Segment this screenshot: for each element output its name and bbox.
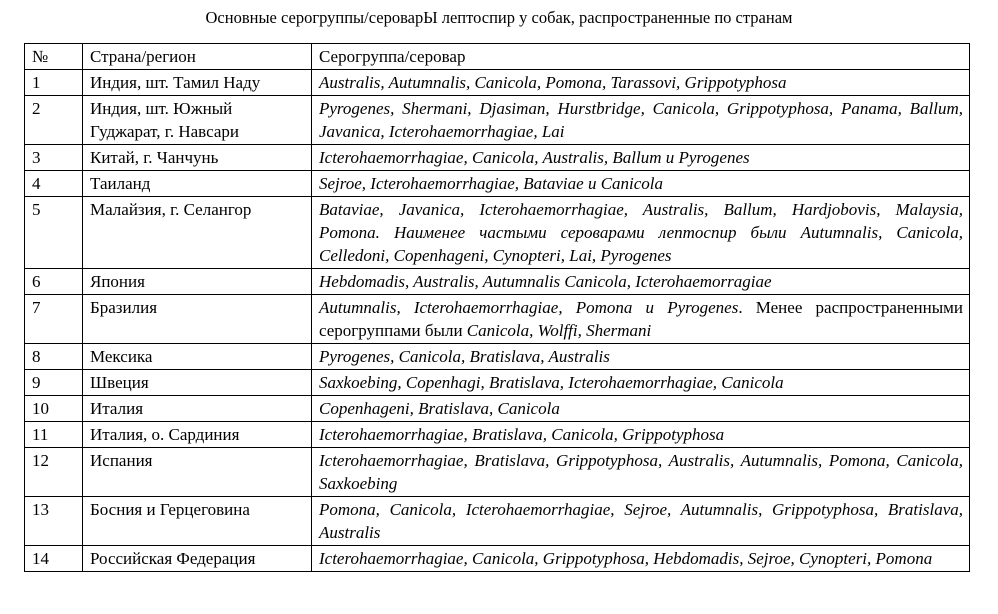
row-number: 14 — [25, 546, 83, 572]
table-row — [25, 145, 970, 171]
row-number: 9 — [25, 370, 83, 396]
row-serogroups — [312, 370, 970, 396]
serogroup-text: Australis, Autumnalis, Canicola, Pomona, Tarassovi, Grippotyphosa — [319, 73, 787, 92]
row-country: Италия, о. Сардиния — [83, 422, 312, 448]
row-country: Швеция — [83, 370, 312, 396]
serogroup-text: Icterohaemorrhagiae, Bratislava, Grippotyphosa, Australis, Autumnalis, Pomona, Canicola, Saxkoebing — [319, 451, 963, 493]
row-number: 4 — [25, 171, 83, 197]
row-country: Босния и Герцеговина — [83, 497, 312, 546]
row-serogroups — [312, 70, 970, 96]
serogroup-text: Icterohaemorrhagiae, Canicola, Australis, Ballum и Pyrogenes — [319, 148, 750, 167]
row-number: 10 — [25, 396, 83, 422]
serogroup-text: Pyrogenes, Shermani, Djasiman, Hurstbridge, Canicola, Grippotyphosa, Panama, Ballum, Javanica, Icterohaemorrhagiae, Lai — [319, 99, 963, 141]
row-number: 12 — [25, 448, 83, 497]
row-serogroups — [312, 344, 970, 370]
table-row — [25, 70, 970, 96]
serogroup-text: Hebdomadis, Australis, Autumnalis Canicola, Icterohaemorragiae — [319, 272, 772, 291]
serogroup-text: . Менее распространенными серогруппами были — [319, 298, 963, 340]
row-serogroups — [312, 171, 970, 197]
row-serogroups — [312, 422, 970, 448]
row-country: Италия — [83, 396, 312, 422]
table-row — [25, 370, 970, 396]
row-country: Китай, г. Чанчунь — [83, 145, 312, 171]
row-country: Мексика — [83, 344, 312, 370]
row-number: 2 — [25, 96, 83, 145]
row-serogroups — [312, 96, 970, 145]
row-country: Российская Федерация — [83, 546, 312, 572]
table-row — [25, 497, 970, 546]
table-title: Основные серогруппы/сероварЫ лептоспир у собак, распространенные по странам — [205, 8, 793, 27]
table-row — [25, 344, 970, 370]
header-country: Страна/регион — [83, 44, 312, 70]
row-country: Индия, шт. Южный Гуджарат, г. Навсари — [83, 96, 312, 145]
header-serogroup: Серогруппа/серовар — [312, 44, 970, 70]
table-row — [25, 422, 970, 448]
row-serogroups — [312, 448, 970, 497]
table-row — [25, 171, 970, 197]
row-country: Япония — [83, 269, 312, 295]
table-row — [25, 546, 970, 572]
serogroup-text: Icterohaemorrhagiae, Canicola, Grippotyphosa, Hebdomadis, Sejroe, Cynopteri, Pomona — [319, 549, 933, 568]
serogroup-text: Bataviae, Javanica, Icterohaemorrhagiae, Australis, Ballum, Hardjobovis, Malaysia, Pomona. Наименее частыми сероварами лептоспир были Autumnalis, Canicola, Celledoni, Copenhageni, Cynopteri, Lai, Pyrogenes — [319, 200, 963, 265]
row-number: 1 — [25, 70, 83, 96]
serogroup-text: Icterohaemorrhagiae, Bratislava, Canicola, Grippotyphosa — [319, 425, 725, 444]
serogroups-table — [24, 43, 970, 572]
row-serogroups — [312, 145, 970, 171]
header-number: № — [25, 44, 83, 70]
serogroup-text: Autumnalis, Icterohaemorrhagiae, Pomona и Pyrogenes — [319, 298, 739, 317]
row-country: Испания — [83, 448, 312, 497]
row-number: 6 — [25, 269, 83, 295]
row-number: 5 — [25, 197, 83, 269]
serogroup-text: Copenhageni, Bratislava, Canicola — [319, 399, 560, 418]
row-number: 8 — [25, 344, 83, 370]
table-row — [25, 396, 970, 422]
header-row — [25, 44, 970, 70]
serogroup-text: Canicola, Wolffi, Shermani — [466, 321, 652, 340]
serogroup-text: Pomona, Canicola, Icterohaemorrhagiae, Sejroe, Autumnalis, Grippotyphosa, Bratislava, Australis — [319, 500, 963, 542]
serogroup-text: Pyrogenes, Canicola, Bratislava, Australis — [319, 347, 610, 366]
row-country: Бразилия — [83, 295, 312, 344]
row-country: Малайзия, г. Селангор — [83, 197, 312, 269]
table-row — [25, 295, 970, 344]
row-serogroups — [312, 197, 970, 269]
row-number: 13 — [25, 497, 83, 546]
row-number: 11 — [25, 422, 83, 448]
serogroup-text: Saxkoebing, Copenhagi, Bratislava, Icterohaemorrhagiae, Canicola — [319, 373, 784, 392]
serogroup-text: Sejroe, Icterohaemorrhagiae, Bataviae и Canicola — [319, 174, 664, 193]
row-country: Таиланд — [83, 171, 312, 197]
table-row — [25, 448, 970, 497]
table-row — [25, 269, 970, 295]
row-serogroups — [312, 396, 970, 422]
table-row — [25, 96, 970, 145]
row-serogroups — [312, 269, 970, 295]
row-serogroups — [312, 295, 970, 344]
table-row — [25, 197, 970, 269]
row-country: Индия, шт. Тамил Наду — [83, 70, 312, 96]
row-number: 7 — [25, 295, 83, 344]
row-number: 3 — [25, 145, 83, 171]
row-serogroups — [312, 497, 970, 546]
row-serogroups — [312, 546, 970, 572]
